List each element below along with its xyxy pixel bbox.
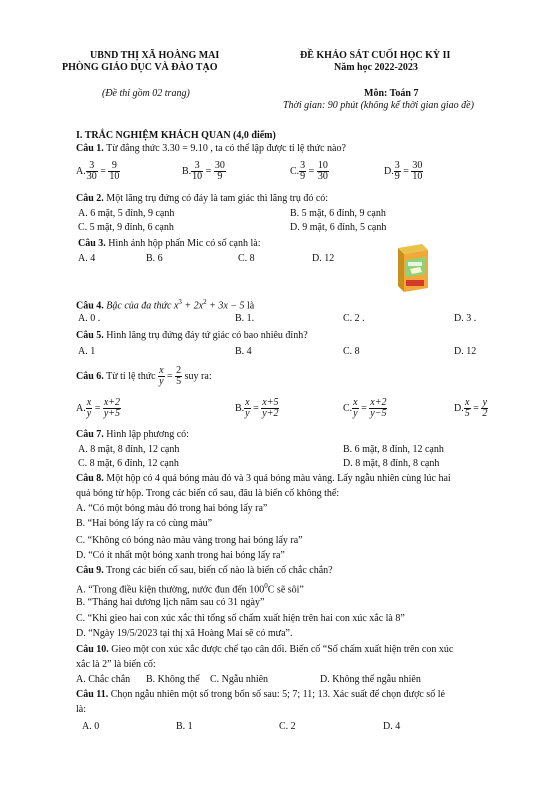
option-letter: D. — [384, 165, 394, 177]
q7-option-c[interactable]: C. 8 mặt, 6 đỉnh, 12 cạnh — [78, 458, 179, 469]
fraction: $\frac{3}{10}$ — [192, 160, 203, 182]
degree-superscript: 0 — [264, 582, 268, 590]
q1-option-b[interactable]: B. $\frac{3}{10}$ = $\frac{30}{9}$ — [182, 160, 225, 182]
fraction: $\frac{x+5}{y+2}$ — [262, 397, 279, 419]
q2-option-a[interactable]: A. 6 mặt, 5 đỉnh, 9 cạnh — [78, 208, 175, 219]
question-label: Câu 1. — [76, 143, 104, 154]
fraction: $\frac{3}{30}$ — [86, 160, 97, 182]
question-text: Hình lăng trụ đứng đáy tứ giác có bao nhiêu đỉnh? — [103, 330, 308, 341]
q6-option-d[interactable]: D. $\frac{x}{5}$ = $\frac{y}{2}$ — [454, 397, 488, 419]
header-pages-note: (Đề thi gồm 02 trang) — [102, 88, 190, 99]
q6-option-b[interactable]: B. $\frac{x}{y}$ = $\frac{x+5}{y+2}$ — [235, 397, 279, 419]
header-duration: Thời gian: 90 phút (không kể thời gian giao đề) — [283, 100, 474, 111]
fraction: $\frac{x}{5}$ — [464, 397, 470, 419]
question-4: Câu 4. Bậc của đa thức $x^3 + 2x^2 + 3x - 5$ là — [76, 298, 255, 312]
question-8-line2: quả bóng từ hộp. Trong các biến cố sau, đâu là biến cố không thể: — [76, 488, 340, 499]
q8-option-d[interactable]: D. “Có ít nhất một bóng xanh trong hai bóng lấy ra” — [76, 550, 285, 561]
q3-option-a[interactable]: A. 4 — [78, 253, 96, 264]
question-3 — [78, 238, 260, 249]
question-11-line2: là: — [76, 704, 86, 715]
q9-option-a[interactable] — [76, 581, 304, 595]
q10-option-b[interactable]: B. Không thể — [146, 674, 200, 685]
question-label: Câu 3. — [78, 238, 106, 249]
question-text: Chọn ngẫu nhiên một số trong bốn số sau: 5; 7; 11; 13. Xác suất để chọn được số lẻ — [108, 689, 445, 700]
q4-option-c[interactable]: C. 2 . — [343, 313, 365, 324]
question-11 — [76, 689, 445, 700]
q11-option-d[interactable]: D. 4 — [383, 721, 401, 732]
question-label: Câu 7. — [76, 429, 104, 440]
q4-option-d[interactable]: D. 3 . — [454, 313, 477, 324]
q11-option-b[interactable]: B. 1 — [176, 721, 193, 732]
option-letter: A. — [76, 402, 86, 414]
q2-option-b[interactable]: B. 5 mặt, 6 đỉnh, 9 cạnh — [290, 208, 386, 219]
fraction: $\frac{x}{y}$ — [353, 397, 358, 419]
question-6: Câu 6. Từ tỉ lệ thức $\frac{x}{y}$ = $\frac{2}{5}$ suy ra: — [76, 365, 212, 388]
q5-option-d[interactable]: D. 12 — [454, 346, 477, 357]
fraction: $\frac{30}{9}$ — [214, 160, 225, 182]
question-text: Một lăng trụ đứng có đáy là tam giác thì lăng trụ đó có: — [103, 193, 329, 204]
option-letter: A. — [76, 165, 86, 177]
q1-option-d[interactable]: D. $\frac{3}{9}$ = $\frac{30}{10}$ — [384, 160, 423, 182]
question-10 — [76, 644, 453, 655]
q11-option-a[interactable]: A. 0 — [82, 721, 100, 732]
q7-option-a[interactable]: A. 8 mặt, 8 đỉnh, 12 cạnh — [78, 444, 180, 455]
fraction: $\frac{3}{9}$ — [300, 160, 306, 182]
question-text: Gieo một con xúc xắc được chế tạo cân đối. Biến cố “Số chấm xuất hiện trên con xúc — [108, 644, 454, 655]
option-letter: C. — [290, 165, 300, 177]
q9-option-d[interactable]: D. “Ngày 19/5/2023 tại thị xã Hoàng Mai sẽ có mưa”. — [76, 628, 293, 639]
question-label: Câu 9. — [76, 565, 104, 576]
q4-option-a[interactable]: A. 0 . — [78, 313, 101, 324]
question-9 — [76, 565, 333, 576]
chalk-box-image — [392, 242, 432, 294]
fraction: $\frac{30}{10}$ — [412, 160, 423, 182]
question-text: Từ đẳng thức 3.30 = 9.10 , ta có thể lập được tỉ lệ thức nào? — [103, 143, 346, 154]
question-label: Câu 8. — [76, 473, 104, 484]
fraction: $\frac{x}{y}$ — [245, 397, 250, 419]
fraction: $\frac{2}{5}$ — [176, 365, 182, 388]
q5-option-c[interactable]: C. 8 — [343, 346, 360, 357]
fraction: $\frac{10}{30}$ — [317, 160, 328, 182]
q7-option-d[interactable]: D. 8 mặt, 8 đỉnh, 8 cạnh — [343, 458, 440, 469]
q2-option-c[interactable]: C. 5 mặt, 9 đỉnh, 6 cạnh — [78, 222, 174, 233]
q6-option-a[interactable]: A. $\frac{x}{y}$ = $\frac{x+2}{y+5}$ — [76, 397, 121, 419]
fraction: $\frac{y}{2}$ — [482, 397, 488, 419]
question-text: Trong các biến cố sau, biến cố nào là biến cố chắc chắn? — [103, 565, 333, 576]
question-2 — [76, 193, 328, 204]
question-text: Hình ảnh hộp phấn Mic có số cạnh là: — [105, 238, 261, 249]
question-text: Bậc của đa thức x — [103, 300, 179, 312]
option-text: A. “Trong điều kiện thường, nước đun đến 100 — [76, 584, 265, 596]
option-letter: B. — [235, 402, 245, 414]
header-exam-title: ĐỀ KHẢO SÁT CUỐI HỌC KỲ II — [300, 50, 451, 61]
polynomial-term-3: + 3x − 5 — [206, 300, 245, 312]
section-title: I. TRẮC NGHIỆM KHÁCH QUAN (4,0 điểm) — [76, 130, 276, 141]
question-1 — [76, 143, 346, 154]
q1-option-c[interactable]: C. $\frac{3}{9}$ = $\frac{10}{30}$ — [290, 160, 328, 182]
q8-option-b[interactable]: B. “Hai bóng lấy ra có cùng màu” — [76, 518, 213, 529]
q8-option-a[interactable]: A. “Có một bóng màu đỏ trong hai bóng lấy ra” — [76, 503, 268, 514]
fraction: $\frac{x}{y}$ — [86, 397, 92, 419]
question-8 — [76, 473, 451, 484]
question-label: Câu 11. — [76, 689, 109, 700]
q3-option-b[interactable]: B. 6 — [146, 253, 163, 264]
question-text-end: suy ra: — [182, 371, 212, 382]
option-letter: B. — [182, 165, 192, 177]
question-text: Một hộp có 4 quả bóng màu đỏ và 3 quả bóng màu vàng. Lấy ngẫu nhiên cùng lúc hai — [103, 473, 451, 484]
question-label: Câu 4. — [76, 300, 104, 312]
q9-option-c[interactable]: C. “Khi gieo hai con xúc xắc thì tổng số chấm xuất hiện trên hai con xúc xắc là 8” — [76, 613, 405, 624]
option-letter: D. — [454, 402, 464, 414]
fraction: $\frac{9}{10}$ — [109, 160, 120, 182]
question-text: Từ tỉ lệ thức — [103, 371, 159, 382]
q6-option-c[interactable]: C. $\frac{x}{y}$ = $\frac{x+2}{y-5}$ — [343, 397, 387, 419]
question-label: Câu 10. — [76, 644, 109, 655]
question-7 — [76, 429, 189, 440]
question-label: Câu 6. — [76, 371, 104, 382]
q5-option-a[interactable]: A. 1 — [78, 346, 96, 357]
q10-option-a[interactable]: A. Chắc chắn — [76, 674, 131, 685]
question-5 — [76, 330, 308, 341]
q3-option-c[interactable]: C. 8 — [238, 253, 255, 264]
fraction: $\frac{x+2}{y+5}$ — [103, 397, 121, 419]
header-subject: Môn: Toán 7 — [364, 88, 419, 99]
option-text-end: C sẽ sôi” — [267, 584, 304, 596]
question-label: Câu 2. — [76, 193, 104, 204]
q2-option-d[interactable]: D. 9 mặt, 6 đỉnh, 5 cạnh — [290, 222, 387, 233]
header-department: PHÒNG GIÁO DỤC VÀ ĐÀO TẠO — [62, 62, 218, 73]
q7-option-b[interactable]: B. 6 mặt, 8 đỉnh, 12 cạnh — [343, 444, 444, 455]
question-text-end: là — [244, 300, 255, 312]
q4-option-b[interactable]: B. 1. — [235, 313, 255, 324]
q8-option-c[interactable]: C. “Không có bóng nào màu vàng trong hai bóng lấy ra” — [76, 535, 303, 546]
q9-option-b[interactable]: B. “Tháng hai dương lịch năm sau có 31 ngày” — [76, 597, 265, 608]
q10-option-d[interactable]: D. Không thể ngẫu nhiên — [320, 674, 421, 685]
q3-option-d[interactable]: D. 12 — [312, 253, 335, 264]
header-org: UBND THỊ XÃ HOÀNG MAI — [90, 50, 220, 61]
question-text: Hình lập phương có: — [103, 429, 189, 440]
q1-option-a[interactable]: A. $\frac{3}{30}$ = $\frac{9}{10}$ — [76, 160, 120, 182]
polynomial-term-2: + 2x — [181, 300, 204, 312]
fraction: $\frac{3}{9}$ — [394, 160, 400, 182]
q10-option-c[interactable]: C. Ngẫu nhiên — [210, 674, 269, 685]
fraction: $\frac{x}{y}$ — [159, 365, 164, 388]
q5-option-b[interactable]: B. 4 — [235, 346, 252, 357]
option-letter: C. — [343, 402, 353, 414]
question-10-line2: xắc là 2” là biến cố: — [76, 659, 156, 670]
header-school-year: Năm học 2022-2023 — [334, 62, 418, 73]
fraction: $\frac{x+2}{y-5}$ — [370, 397, 387, 419]
question-label: Câu 5. — [76, 330, 104, 341]
q11-option-c[interactable]: C. 2 — [279, 721, 296, 732]
